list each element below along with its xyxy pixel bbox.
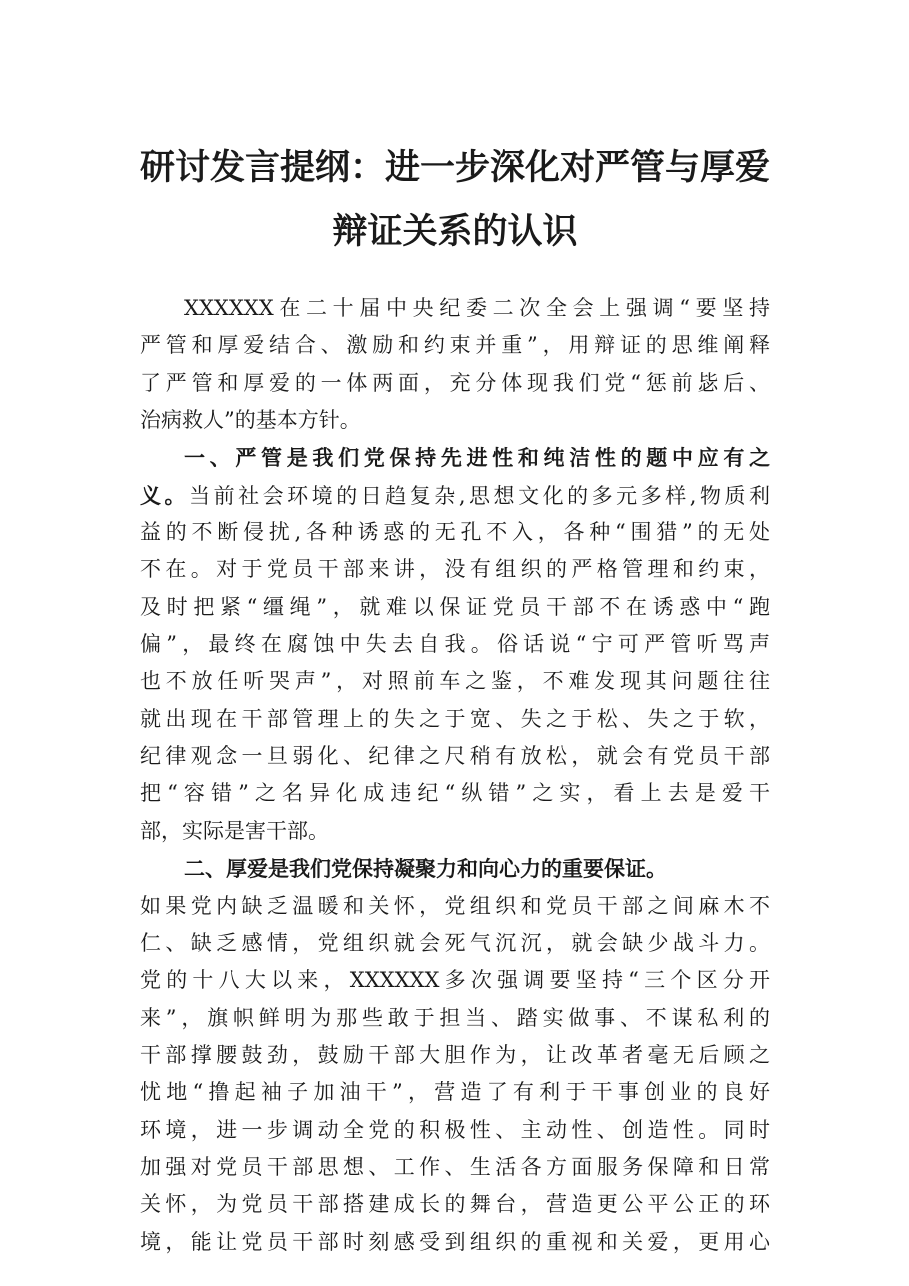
paragraph-intro <box>140 290 770 439</box>
paragraph-line: 纪律观念一旦弱化、纪律之尺稍有放松，就会有党员干部 <box>140 744 770 769</box>
paragraph-line: 益的不断侵扰,各种诱惑的无孔不入，各种“围猎”的无处 <box>140 520 770 545</box>
paragraph-line: 偏”，最终在腐蚀中失去自我。俗话说“宁可严管听骂声 <box>140 632 770 657</box>
paragraph-line: 了严管和厚爱的一体两面，充分体现我们党“惩前毖后、 <box>140 370 770 395</box>
paragraph-line-rest: 当前社会环境的日趋复杂,思想文化的多元多样,物质利 <box>189 483 771 508</box>
paragraph-line: 来”，旗帜鲜明为那些敢于担当、踏实做事、不谋私利的 <box>140 1005 770 1030</box>
section-heading-2: 二、厚爱是我们党保持凝聚力和向心力的重要保证。 <box>184 856 667 882</box>
paragraph-line: 及时把紧“缰绳”，就难以保证党员干部不在诱惑中“跑 <box>140 594 770 619</box>
section-heading-1-end: 义。 <box>140 482 190 508</box>
paragraph-line: 严管和厚爱结合、激励和约束并重”，用辩证的思维阐释 <box>140 333 770 358</box>
paragraph-line: 治病救人”的基本方针。 <box>140 408 361 433</box>
paragraph-strict-management <box>140 439 770 850</box>
paragraph-line: 也不放任听哭声”，对照前车之鉴，不难发现其问题往往 <box>140 669 770 694</box>
paragraph-line: 环境，进一步调动全党的积极性、主动性、创造性。同时 <box>140 1117 770 1142</box>
paragraph-line: 党的十八大以来，XXXXXX多次强调要坚持“三个区分开 <box>140 968 770 993</box>
document-title-line-2: 辩证关系的认识 <box>332 211 578 252</box>
paragraph-line: 不在。对于党员干部来讲，没有组织的严格管理和约束， <box>140 557 770 582</box>
paragraph-line: 部，实际是害干部。 <box>140 818 329 843</box>
section-heading-1: 一、严管是我们党保持先进性和纯洁性的题中应有之 <box>184 445 770 471</box>
paragraph-line: 境，能让党员干部时刻感受到组织的重视和关爱，更用心 <box>140 1229 770 1254</box>
paragraph-line: 如果党内缺乏温暖和关怀，党组织和党员干部之间麻木不 <box>140 893 770 918</box>
paragraph-line: 把“容错”之名异化成违纪“纵错”之实，看上去是爱干 <box>140 781 770 806</box>
paragraph-line: 忧地“撸起袖子加油干”，营造了有利于干事创业的良好 <box>140 1080 770 1105</box>
paragraph-line: 加强对党员干部思想、工作、生活各方面服务保障和日常 <box>140 1154 770 1179</box>
paragraph-care <box>140 850 770 1261</box>
document-title-line-1: 研讨发言提纲：进一步深化对严管与厚爱 <box>140 147 771 188</box>
paragraph-line: 就出现在干部管理上的失之于宽、失之于松、失之于软， <box>140 706 770 731</box>
document-body <box>140 290 770 1261</box>
paragraph-line: 仁、缺乏感情，党组织就会死气沉沉，就会缺少战斗力。 <box>140 930 770 955</box>
paragraph-line: XXXXXX在二十届中央纪委二次全会上强调“要坚持 <box>184 296 770 320</box>
paragraph-line: 干部撑腰鼓劲，鼓励干部大胆作为，让改革者毫无后顾之 <box>140 1042 770 1067</box>
paragraph-line <box>140 477 770 514</box>
paragraph-line: 关怀，为党员干部搭建成长的舞台，营造更公平公正的环 <box>140 1192 770 1217</box>
